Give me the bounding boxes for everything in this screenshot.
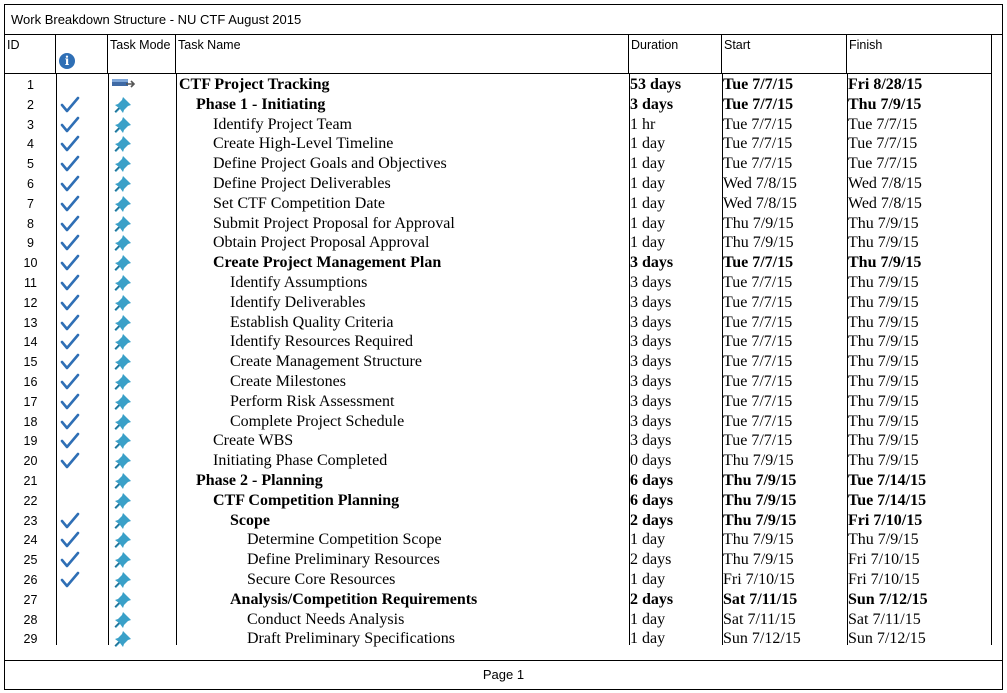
pushpin-icon [114,96,132,114]
task-id: 21 [23,474,38,488]
table-row[interactable] [5,332,992,352]
task-start: Tue 7/7/15 [723,293,793,311]
table-row[interactable] [5,570,992,590]
table-row[interactable] [5,313,992,333]
indicator-cell [56,233,108,253]
task-duration: 3 days [630,333,672,351]
task-start: Tue 7/7/15 [723,95,794,113]
task-table [5,35,992,648]
checkmark-icon [60,373,80,391]
header-indicators[interactable] [56,35,108,74]
pushpin-icon [114,551,132,569]
task-id: 7 [27,196,34,211]
task-name: Identify Deliverables [230,293,366,311]
task-name: Determine Competition Scope [247,531,442,549]
pushpin-icon [114,512,132,530]
checkmark-icon [60,135,80,153]
task-name: Perform Risk Assessment [230,392,395,410]
table-row[interactable] [5,273,992,293]
table-row[interactable] [5,115,992,135]
pushpin-icon [114,155,132,173]
task-duration: 3 days [630,373,672,390]
task-name: Identify Resources Required [230,333,414,351]
task-duration: 1 day [630,214,666,232]
checkmark-icon [60,234,80,252]
task-finish: Thu 7/9/15 [848,214,919,232]
task-name: Phase 2 - Planning [196,472,323,489]
pushpin-icon [114,472,132,490]
task-id: 13 [23,315,38,330]
task-mode-cell [108,590,176,610]
task-finish: Tue 7/14/15 [848,491,927,509]
task-duration: 2 days [630,551,672,569]
task-mode-cell [108,392,176,412]
task-finish: Tue 7/7/15 [848,115,918,133]
indicator-cell [56,491,108,511]
task-name: Identify Project Team [213,115,352,133]
indicator-cell [56,214,108,234]
task-id: 11 [24,276,37,290]
table-row[interactable] [5,471,992,491]
task-duration: 1 day [630,135,666,153]
checkmark-icon [60,254,80,272]
task-id: 9 [27,236,34,251]
pushpin-icon [114,195,132,213]
pushpin-icon [114,571,132,589]
task-id: 12 [23,295,38,310]
task-name: Secure Core Resources [247,571,396,588]
task-id: 19 [23,434,38,449]
table-row[interactable] [5,75,992,95]
task-finish: Thu 7/9/15 [848,353,919,371]
task-mode-cell [108,570,176,590]
task-id: 15 [23,355,38,370]
task-duration: 1 day [630,175,666,192]
task-name: Define Project Deliverables [213,175,391,192]
task-mode-cell [108,412,176,432]
task-id: 28 [23,612,38,627]
task-start: Tue 7/7/15 [723,155,793,173]
task-mode-cell [108,273,176,293]
indicator-cell [56,194,108,214]
task-start: Tue 7/7/15 [723,254,794,272]
task-name: Create WBS [213,432,294,450]
task-start: Tue 7/7/15 [723,392,793,410]
checkmark-icon [60,314,80,332]
task-start: Thu 7/9/15 [723,511,797,529]
indicator-cell [56,392,108,412]
checkmark-icon [60,531,80,549]
task-start: Thu 7/9/15 [723,234,794,252]
pushpin-icon [114,393,132,411]
task-start: Tue 7/7/15 [723,432,793,450]
task-start: Tue 7/7/15 [723,373,793,390]
task-finish: Thu 7/9/15 [848,254,922,272]
table-row[interactable] [5,174,992,194]
task-finish: Thu 7/9/15 [848,531,919,549]
pushpin-icon [114,254,132,272]
task-finish: Thu 7/9/15 [848,333,919,351]
indicator-cell [56,352,108,372]
task-id: 18 [23,414,38,429]
header-task-name[interactable]: Task Name [176,35,629,74]
task-duration: 2 days [630,590,674,608]
checkmark-icon [60,452,80,470]
indicator-cell [56,273,108,293]
task-mode-cell [108,194,176,214]
task-mode-cell [108,332,176,352]
task-finish: Sun 7/12/15 [848,590,928,608]
task-id: 10 [23,256,38,271]
task-name: Analysis/Competition Requirements [230,590,478,608]
indicator-cell [56,550,108,570]
page-frame [4,4,1003,690]
task-id: 16 [23,375,38,389]
table-row[interactable] [5,629,992,649]
pushpin-icon [114,116,132,134]
indicator-cell [56,154,108,174]
indicator-cell [56,629,108,649]
task-mode-cell [108,610,176,630]
table-row[interactable] [5,550,992,570]
task-start: Thu 7/9/15 [723,452,794,470]
table-row[interactable] [5,233,992,253]
task-mode-cell [108,134,176,154]
indicator-cell [56,95,108,115]
indicator-cell [56,530,108,550]
task-id: 24 [23,533,38,548]
indicator-cell [56,412,108,432]
task-duration: 2 days [630,511,674,529]
pushpin-icon [114,630,132,648]
pushpin-icon [114,294,132,312]
task-start: Tue 7/7/15 [723,274,793,291]
info-icon: i [59,53,75,69]
task-id: 17 [23,394,38,409]
task-duration: 1 day [630,531,666,549]
task-mode-cell [108,471,176,491]
task-name: Set CTF Competition Date [213,194,385,212]
task-mode-cell [108,491,176,511]
task-start: Tue 7/7/15 [723,412,793,430]
task-start: Sat 7/11/15 [723,590,798,608]
task-duration: 1 day [630,610,666,628]
table-row[interactable] [5,610,992,630]
indicator-cell [56,174,108,194]
table-row[interactable] [5,511,992,531]
checkmark-icon [60,155,80,173]
task-finish: Tue 7/7/15 [848,155,918,173]
pushpin-icon [114,175,132,193]
task-duration: 1 day [630,194,666,212]
header-id[interactable]: ID [5,35,56,74]
task-duration: 3 days [630,412,672,430]
task-duration: 3 days [630,392,672,410]
pushpin-icon [114,353,132,371]
task-duration: 1 hr [630,115,656,133]
document-title: Work Breakdown Structure - NU CTF August 2015 [5,5,1002,35]
task-duration: 1 day [630,234,666,252]
indicator-cell [56,134,108,154]
table-row[interactable] [5,352,992,372]
table-row[interactable] [5,372,992,392]
task-name: Create High-Level Timeline [213,135,394,153]
checkmark-icon [60,551,80,569]
pushpin-icon [114,215,132,233]
table-row[interactable] [5,431,992,451]
header-start[interactable]: Start [722,35,847,74]
task-mode-cell [108,293,176,313]
task-start: Tue 7/7/15 [723,76,794,93]
task-duration: 3 days [630,254,674,272]
pushpin-icon [114,591,132,609]
indicator-cell [56,570,108,590]
task-mode-cell [108,75,176,95]
task-finish: Thu 7/9/15 [848,373,919,390]
task-mode-cell [108,174,176,194]
task-duration: 1 day [630,155,666,173]
task-mode-cell [108,313,176,333]
checkmark-icon [60,215,80,233]
task-id: 4 [27,137,34,152]
task-duration: 1 day [630,630,666,648]
indicator-cell [56,313,108,333]
indicator-cell [56,610,108,630]
task-mode-cell [108,115,176,135]
pushpin-icon [114,333,132,351]
task-mode-cell [108,372,176,392]
task-name: Create Milestones [230,373,346,390]
pushpin-icon [114,274,132,292]
task-duration: 3 days [630,432,672,450]
task-duration: 3 days [630,274,672,291]
task-id: 2 [27,97,34,112]
task-mode-cell [108,352,176,372]
task-start: Thu 7/9/15 [723,551,794,569]
pushpin-icon [114,492,132,510]
task-id: 3 [27,117,34,132]
pushpin-icon [114,531,132,549]
table-row[interactable] [5,194,992,214]
task-mode-cell [108,511,176,531]
task-name: Complete Project Schedule [230,412,405,430]
task-duration: 0 days [630,452,672,470]
header-duration[interactable]: Duration [629,35,722,74]
task-finish: Sun 7/12/15 [848,630,926,648]
task-duration: 1 day [630,571,666,588]
task-id: 20 [23,454,38,469]
task-name: Create Project Management Plan [213,254,442,272]
task-finish: Thu 7/9/15 [848,234,919,252]
task-start: Sat 7/11/15 [723,610,796,628]
task-finish: Thu 7/9/15 [848,95,922,113]
table-row[interactable] [5,134,992,154]
task-mode-cell [108,253,176,273]
indicator-cell [56,431,108,451]
task-finish: Tue 7/14/15 [848,472,927,489]
task-mode-cell [108,154,176,174]
task-finish: Thu 7/9/15 [848,392,919,410]
pushpin-icon [114,135,132,153]
task-start: Thu 7/9/15 [723,472,797,489]
table-row[interactable] [5,451,992,471]
task-finish: Thu 7/9/15 [848,274,919,291]
indicator-cell [56,293,108,313]
checkmark-icon [60,432,80,450]
task-duration: 3 days [630,293,672,311]
task-mode-cell [108,233,176,253]
checkmark-icon [60,294,80,312]
task-duration: 6 days [630,491,674,509]
task-finish: Fri 7/10/15 [848,571,920,588]
task-mode-cell [108,214,176,234]
task-duration: 53 days [630,76,682,93]
table-row[interactable] [5,530,992,550]
indicator-cell [56,471,108,491]
pushpin-icon [114,452,132,470]
task-name: Define Preliminary Resources [247,551,440,569]
task-finish: Thu 7/9/15 [848,412,919,430]
indicator-cell [56,115,108,135]
indicator-cell [56,511,108,531]
task-id: 8 [27,216,34,231]
pushpin-icon [114,432,132,450]
task-finish: Thu 7/9/15 [848,452,919,470]
task-finish: Fri 8/28/15 [848,76,923,93]
indicator-cell [56,253,108,273]
pushpin-icon [114,413,132,431]
indicator-cell [56,590,108,610]
task-duration: 3 days [630,313,672,331]
task-id: 25 [23,553,38,568]
table-row[interactable] [5,154,992,174]
task-id: 26 [23,573,38,587]
task-mode-cell [108,95,176,115]
task-finish: Wed 7/8/15 [848,194,922,212]
table-row[interactable] [5,392,992,412]
table-row[interactable] [5,253,992,273]
task-name: Draft Preliminary Specifications [247,630,455,648]
task-mode-cell [108,629,176,649]
checkmark-icon [60,512,80,530]
task-finish: Wed 7/8/15 [848,175,922,192]
task-id: 27 [23,592,38,607]
task-mode-cell [108,550,176,570]
task-id: 5 [27,157,34,172]
table-row[interactable] [5,412,992,432]
table-header [5,35,992,74]
task-start: Thu 7/9/15 [723,214,794,232]
task-name: Initiating Phase Completed [213,452,388,470]
task-finish: Sat 7/11/15 [848,610,921,628]
task-start: Tue 7/7/15 [723,353,793,371]
checkmark-icon [60,96,80,114]
task-name: Submit Project Proposal for Approval [213,214,455,232]
task-finish: Fri 7/10/15 [848,551,920,569]
task-duration: 6 days [630,472,674,489]
task-duration: 3 days [630,95,674,113]
task-start: Fri 7/10/15 [723,571,795,588]
task-start: Wed 7/8/15 [723,175,797,192]
task-name: Define Project Goals and Objectives [213,155,447,173]
task-start: Tue 7/7/15 [723,115,793,133]
task-id: 1 [27,78,34,92]
pushpin-icon [114,314,132,332]
checkmark-icon [60,571,80,589]
task-id: 29 [23,632,38,647]
task-finish: Fri 7/10/15 [848,511,923,529]
task-name: CTF Competition Planning [213,491,400,509]
task-name: Identify Assumptions [230,274,368,291]
task-id: 6 [27,177,34,191]
pushpin-icon [114,373,132,391]
indicator-cell [56,372,108,392]
task-finish: Thu 7/9/15 [848,293,919,311]
indicator-cell [56,332,108,352]
task-name: Scope [230,511,270,529]
pushpin-icon [114,234,132,252]
task-name: Establish Quality Criteria [230,313,394,331]
task-start: Thu 7/9/15 [723,531,794,549]
indicator-cell [56,75,108,95]
task-start: Wed 7/8/15 [723,194,797,212]
task-start: Tue 7/7/15 [723,333,793,351]
task-mode-cell [108,431,176,451]
auto-schedule-icon [112,78,136,92]
task-finish: Thu 7/9/15 [848,313,919,331]
task-id: 23 [23,513,38,528]
checkmark-icon [60,333,80,351]
header-finish[interactable]: Finish [849,38,883,52]
indicator-cell [56,451,108,471]
task-name: Create Management Structure [230,353,422,371]
task-start: Thu 7/9/15 [723,491,797,509]
task-start: Sun 7/12/15 [723,630,801,648]
task-mode-cell [108,530,176,550]
checkmark-icon [60,195,80,213]
task-start: Tue 7/7/15 [723,135,793,153]
task-id: 14 [23,335,38,350]
pushpin-icon [114,611,132,629]
task-id: 22 [23,493,38,508]
task-mode-cell [108,451,176,471]
task-name: Phase 1 - Initiating [196,95,326,113]
checkmark-icon [60,393,80,411]
footer-divider [5,660,1002,661]
task-finish: Thu 7/9/15 [848,432,919,450]
checkmark-icon [60,175,80,193]
checkmark-icon [60,116,80,134]
task-name: CTF Project Tracking [179,76,330,93]
table-row[interactable] [5,491,992,511]
task-name: Conduct Needs Analysis [247,610,405,628]
header-task-mode[interactable]: Task Mode [108,35,176,74]
page-number: Page 1 [482,667,525,682]
table-row[interactable] [5,293,992,313]
task-finish: Tue 7/7/15 [848,135,918,153]
checkmark-icon [60,353,80,371]
checkmark-icon [60,413,80,431]
table-row[interactable] [5,95,992,115]
task-start: Tue 7/7/15 [723,313,793,331]
task-name: Obtain Project Proposal Approval [213,234,430,252]
table-row[interactable] [5,214,992,234]
table-row[interactable] [5,590,992,610]
checkmark-icon [60,274,80,292]
task-duration: 3 days [630,353,672,371]
